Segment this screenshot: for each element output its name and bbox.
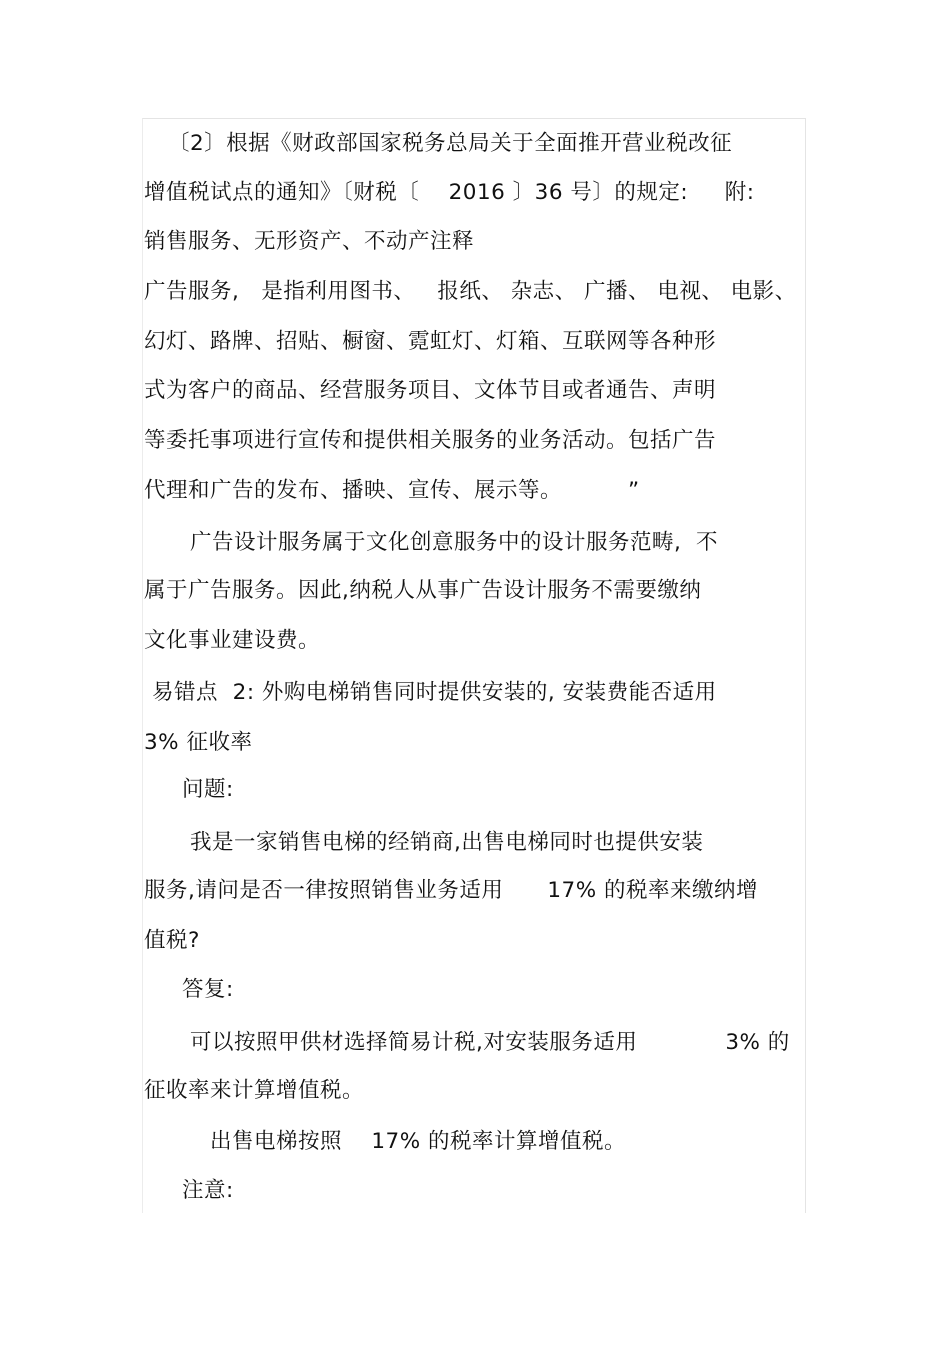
text-line: 我是一家销售电梯的经销商,出售电梯同时也提供安装 xyxy=(190,830,704,855)
text-line: 销售服务、无形资产、不动产注释 xyxy=(144,229,475,254)
text-line: 答复: xyxy=(182,977,234,1002)
text-line: 值税? xyxy=(144,928,200,953)
text-line: 代理和广告的发布、播映、宣传、展示等。 ” xyxy=(144,478,640,503)
text-line: 可以按照甲供材选择简易计税,对安装服务适用 3% 的 xyxy=(190,1030,790,1055)
text-line: 式为客户的商品、经营服务项目、文体节目或者通告、声明 xyxy=(144,378,717,403)
text-line: 问题: xyxy=(182,777,234,802)
text-line: 出售电梯按照 17% 的税率计算增值税。 xyxy=(210,1129,626,1154)
text-line: 文化事业建设费。 xyxy=(144,628,321,653)
text-line: 广告服务, 是指利用图书、 报纸、 杂志、 广播、 电视、 电影、 xyxy=(144,279,797,304)
text-line: 服务,请问是否一律按照销售业务适用 17% 的税率来缴纳增 xyxy=(144,878,758,903)
text-line: 易错点 2: 外购电梯销售同时提供安装的, 安装费能否适用 xyxy=(152,680,717,705)
text-line: 3% 征收率 xyxy=(144,730,253,755)
text-line: 广告设计服务属于文化创意服务中的设计服务范畴, 不 xyxy=(190,530,719,555)
text-line: 幻灯、路牌、招贴、橱窗、霓虹灯、灯箱、互联网等各种形 xyxy=(144,329,717,354)
text-line: 注意: xyxy=(182,1178,234,1203)
text-line: 征收率来计算增值税。 xyxy=(144,1078,365,1103)
text-line: 等委托事项进行宣传和提供相关服务的业务活动。包括广告 xyxy=(144,428,717,453)
text-line: 属于广告服务。因此,纳税人从事广告设计服务不需要缴纳 xyxy=(144,578,702,603)
text-line: 〔2〕根据《财政部国家税务总局关于全面推开营业税改征 xyxy=(168,131,733,156)
text-line: 增值税试点的通知》〔财税〔 2016 〕36 号〕的规定: 附: xyxy=(144,180,755,205)
